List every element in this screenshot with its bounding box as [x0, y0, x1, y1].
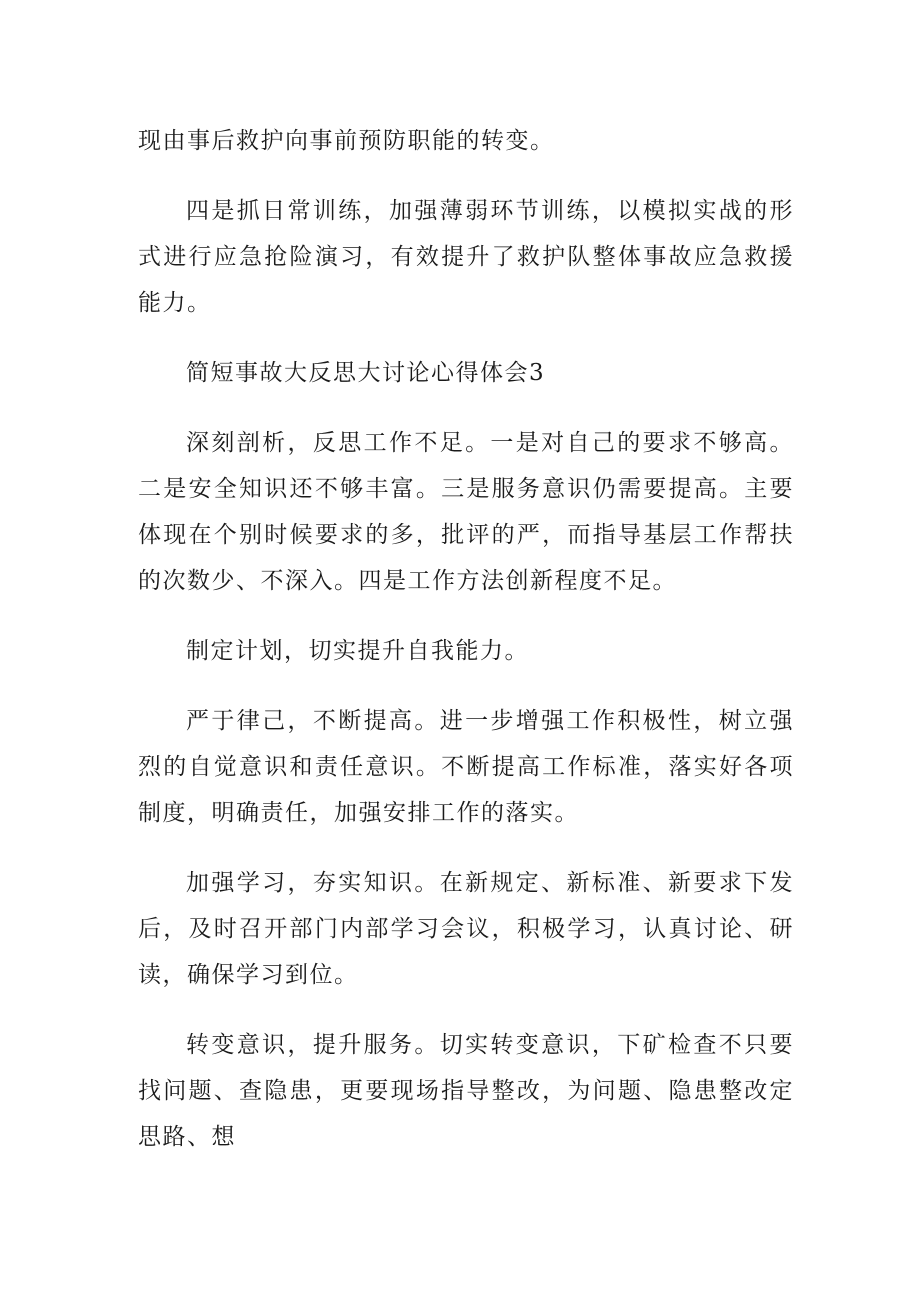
paragraph-training: 四是抓日常训练，加强薄弱环节训练，以模拟实战的形式进行应急抢险演习，有效提升了救护队整体事故应急救援能力。	[138, 198, 794, 316]
paragraph-continuation: 现由事后救护向事前预防职能的转变。	[138, 128, 555, 154]
paragraph-plan: 制定计划，切实提升自我能力。	[186, 638, 529, 664]
paragraph-reflection: 深刻剖析，反思工作不足。一是对自己的要求不够高。二是安全知识还不够丰富。三是服务意识仍需要提高。主要体现在个别时候要求的多，批评的严，而指导基层工作帮扶的次数少、不深入。四是工作方法创新程度不足。	[138, 430, 794, 594]
paragraph-self-discipline: 严于律己，不断提高。进一步增强工作积极性，树立强烈的自觉意识和责任意识。不断提高工作标准，落实好各项制度，明确责任，加强安排工作的落实。	[138, 708, 794, 826]
paragraph-study: 加强学习，夯实知识。在新规定、新标准、新要求下发后，及时召开部门内部学习会议，积极学习，认真讨论、研读，确保学习到位。	[138, 870, 794, 988]
paragraph-service: 转变意识，提升服务。切实转变意识，下矿检查不只要找问题、查隐患，更要现场指导整改，为问题、隐患整改定思路、想	[138, 1032, 794, 1150]
section-heading: 简短事故大反思大讨论心得体会3	[186, 360, 546, 386]
document-body	[138, 118, 794, 1184]
